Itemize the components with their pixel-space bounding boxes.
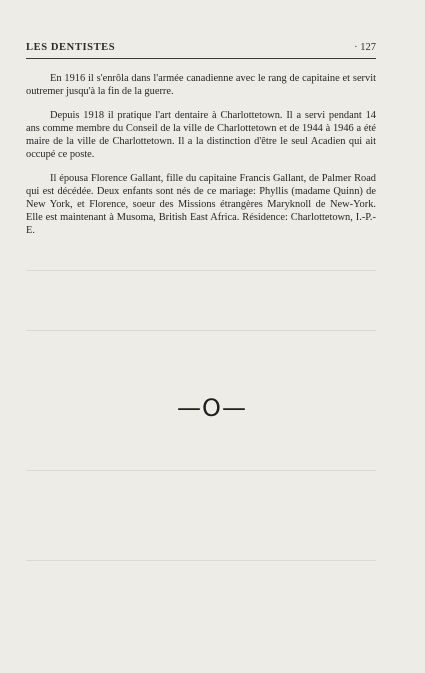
paragraph-1: En 1916 il s'enrôla dans l'armée canadienne avec le rang de capitaine et servit outremer jusqu'à la fin de la guerre. [26, 73, 376, 97]
paragraph-3: Il épousa Florence Gallant, fille du capitaine Francis Gallant, de Palmer Road qui est décédée. Deux enfants sont nés de ce mariage: Phyllis (madame Quinn) de New York, et Florence, soeur des Missions étrangères Maryknoll de New-York. Elle est maintenant à Musoma, British East Africa. Résidence: Charlottetown, I.-P.-E. [26, 173, 376, 236]
bleed-through-line [26, 470, 376, 471]
section-ornament: —O— [177, 394, 247, 422]
page-number: · 127 [354, 42, 376, 53]
bleed-through-line [26, 330, 376, 331]
body-text [26, 72, 376, 248]
bleed-through-line [26, 560, 376, 561]
bleed-through-line [26, 270, 376, 271]
running-title: LES DENTISTES [26, 42, 116, 53]
paragraph-2: Depuis 1918 il pratique l'art dentaire à Charlottetown. Il a servi pendant 14 ans comme membre du Conseil de la ville de Charlottetown et de 1944 à 1946 a été maire de la ville de Charlottetown. Il a la distinction d'être le seul Acadien qui ait occupé ce poste. [26, 110, 376, 160]
page-header [26, 42, 376, 59]
